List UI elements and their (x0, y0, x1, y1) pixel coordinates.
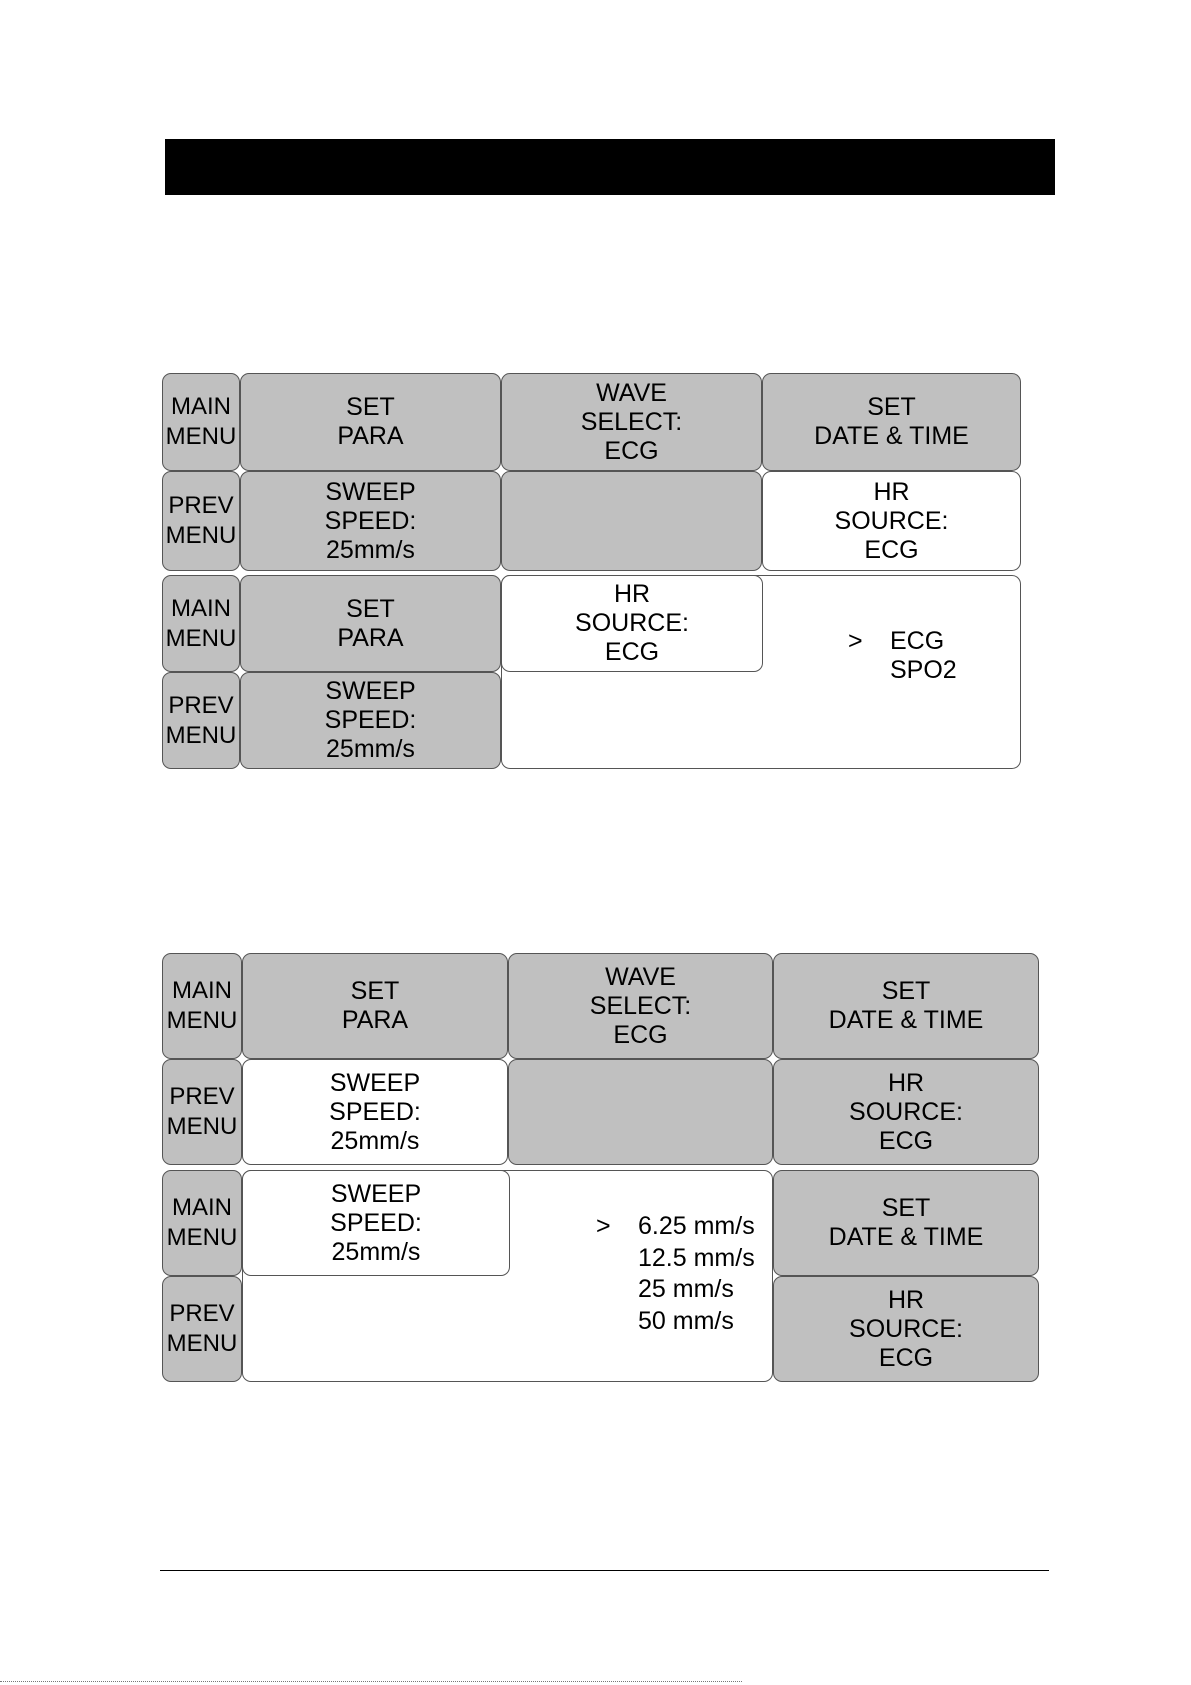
set-para-label-line1: SET (346, 393, 395, 421)
hr-source-button[interactable] (773, 1059, 1039, 1165)
hr-source-button[interactable] (773, 1276, 1039, 1382)
option-label: 25 mm/s (638, 1275, 734, 1303)
set-date-time-label-line1: SET (881, 977, 931, 1005)
main-menu-label-line2: MENU (166, 1007, 238, 1034)
sweep-speed-label-line2: SPEED: (324, 706, 417, 734)
main-menu-button[interactable] (162, 373, 240, 471)
set-para-button[interactable] (240, 575, 501, 672)
section-header-bar (165, 139, 1055, 195)
hr-source-label-line1: HR (887, 1285, 925, 1314)
wave-select-label-line1: WAVE (596, 378, 667, 407)
hr-source-label-line2: SOURCE: (575, 609, 689, 637)
set-date-time-button[interactable] (762, 373, 1021, 471)
prev-menu-label-line1: PREV (169, 1300, 235, 1327)
hr-source-button[interactable] (762, 471, 1021, 571)
set-para-label-line2: PARA (337, 623, 404, 652)
set-date-time-button[interactable] (773, 953, 1039, 1059)
prev-menu-button[interactable] (162, 672, 240, 769)
hr-source-value: ECG (878, 1126, 934, 1155)
prev-menu-label-line1: PREV (168, 691, 234, 719)
main-menu-label-line1: MAIN (171, 1194, 232, 1221)
prev-menu-label-line2: MENU (165, 721, 237, 749)
main-menu-button[interactable] (162, 953, 242, 1059)
option-6-25[interactable] (596, 1211, 755, 1243)
sweep-speed-option-list (596, 1211, 755, 1337)
hr-source-value: ECG (604, 638, 660, 666)
wave-select-label-line2: SELECT: (580, 407, 683, 436)
sweep-speed-value: 25mm/s (326, 735, 415, 763)
main-menu-label-line1: MAIN (170, 393, 231, 420)
option-50[interactable] (596, 1306, 755, 1338)
wave-select-button[interactable] (501, 373, 762, 471)
set-date-time-label-line2: DATE & TIME (828, 1006, 984, 1034)
set-date-time-label-line1: SET (867, 393, 916, 421)
option-label: 12.5 mm/s (638, 1243, 755, 1272)
hr-source-option-list (848, 627, 957, 685)
prev-menu-label-line2: MENU (166, 1330, 238, 1357)
set-date-time-label-line1: SET (881, 1194, 931, 1222)
set-date-time-label-line2: DATE & TIME (828, 1223, 984, 1251)
wave-select-label-line2: SELECT: (589, 991, 692, 1020)
hr-source-label-line2: SOURCE: (849, 1097, 963, 1126)
option-label: 6.25 mm/s (638, 1212, 755, 1240)
hr-source-value: ECG (878, 1343, 934, 1372)
scan-edge-line (0, 1681, 742, 1682)
option-spo2[interactable] (848, 656, 957, 685)
sweep-speed-button[interactable] (240, 471, 501, 571)
sweep-speed-label-line2: SPEED: (324, 506, 417, 535)
option-ecg[interactable] (848, 627, 957, 656)
main-menu-label-line1: MAIN (170, 594, 231, 622)
wave-select-label-line1: WAVE (605, 962, 676, 991)
selection-marker: > (596, 1212, 611, 1240)
prev-menu-label-line1: PREV (169, 1083, 235, 1110)
footer-divider (160, 1570, 1049, 1571)
hr-source-label-line2: SOURCE: (834, 506, 949, 535)
hr-source-label-line1: HR (873, 477, 910, 506)
set-para-label-line2: PARA (337, 422, 404, 450)
set-date-time-button[interactable] (773, 1170, 1039, 1276)
empty-button-slot (501, 471, 762, 571)
hr-source-label-line2: SOURCE: (849, 1314, 963, 1343)
sweep-speed-label-line2: SPEED: (330, 1208, 422, 1237)
option-label: ECG (890, 627, 945, 655)
wave-select-value: ECG (613, 1020, 668, 1049)
hr-source-button[interactable] (501, 575, 763, 672)
sweep-speed-label-line1: SWEEP (330, 1179, 422, 1208)
prev-menu-label-line1: PREV (168, 492, 234, 519)
hr-source-label-line1: HR (887, 1068, 925, 1097)
wave-select-value: ECG (604, 436, 659, 465)
prev-menu-button[interactable] (162, 471, 240, 571)
set-para-button[interactable] (242, 953, 508, 1059)
sweep-speed-button[interactable] (240, 672, 501, 769)
set-para-button[interactable] (240, 373, 501, 471)
option-25[interactable] (596, 1274, 755, 1306)
main-menu-button[interactable] (162, 575, 240, 672)
main-menu-label-line2: MENU (165, 624, 237, 652)
prev-menu-button[interactable] (162, 1059, 242, 1165)
set-para-label-line1: SET (350, 977, 400, 1005)
main-menu-label-line1: MAIN (171, 977, 232, 1004)
prev-menu-button[interactable] (162, 1276, 242, 1382)
set-para-label-line1: SET (346, 594, 395, 623)
sweep-speed-value: 25mm/s (326, 535, 415, 564)
sweep-speed-button[interactable] (242, 1059, 508, 1165)
hr-source-value: ECG (864, 535, 919, 564)
main-menu-button[interactable] (162, 1170, 242, 1276)
set-para-label-line2: PARA (341, 1006, 409, 1034)
option-label: SPO2 (890, 656, 957, 684)
sweep-speed-value: 25mm/s (330, 1126, 420, 1155)
wave-select-button[interactable] (508, 953, 773, 1059)
hr-source-label-line1: HR (613, 580, 651, 608)
sweep-speed-label-line2: SPEED: (329, 1097, 421, 1126)
option-12-5[interactable] (596, 1243, 755, 1275)
selection-marker: > (848, 627, 863, 655)
set-date-time-label-line2: DATE & TIME (814, 422, 969, 450)
option-label: 50 mm/s (638, 1306, 734, 1335)
empty-button-slot (508, 1059, 773, 1165)
sweep-speed-value: 25mm/s (331, 1237, 421, 1266)
sweep-speed-label-line1: SWEEP (325, 477, 416, 506)
sweep-speed-label-line1: SWEEP (329, 1068, 421, 1097)
prev-menu-label-line2: MENU (166, 1113, 238, 1140)
main-menu-label-line2: MENU (165, 423, 237, 450)
sweep-speed-button[interactable] (242, 1170, 510, 1276)
sweep-speed-label-line1: SWEEP (325, 677, 416, 705)
main-menu-label-line2: MENU (166, 1224, 238, 1251)
prev-menu-label-line2: MENU (165, 522, 237, 549)
